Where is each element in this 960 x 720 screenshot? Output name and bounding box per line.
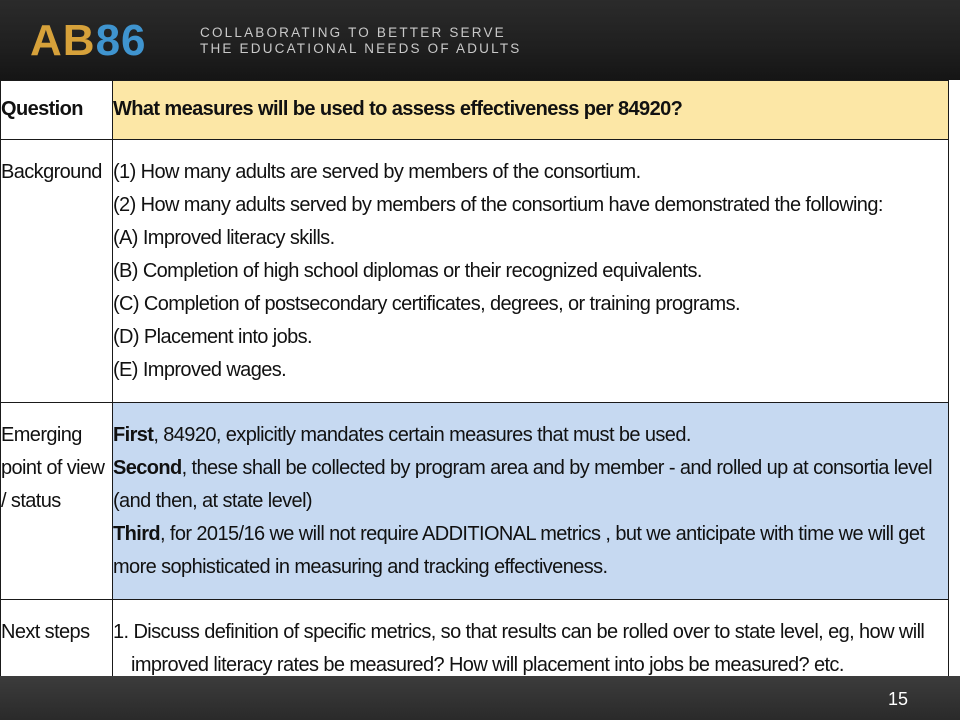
- table-row-background: [1, 140, 949, 403]
- emerging-third-lead: Third: [113, 523, 160, 545]
- emerging-first: [113, 419, 948, 452]
- next-steps-label: Next steps: [1, 621, 90, 643]
- list-item: [113, 616, 948, 682]
- table-row-emerging: [1, 403, 949, 600]
- background-line: (B) Completion of high school diplomas or their recognized equivalents.: [113, 260, 702, 282]
- emerging-body-cell: [113, 403, 949, 600]
- logo-86: 86: [95, 16, 147, 65]
- emerging-second: [113, 452, 948, 518]
- slide-header: [0, 0, 960, 80]
- emerging-label-cell: [1, 403, 113, 600]
- ab86-logo: [30, 16, 147, 66]
- question-text: What measures will be used to assess effectiveness per 84920?: [113, 98, 683, 120]
- background-line: (C) Completion of postsecondary certificates, degrees, or training programs.: [113, 293, 740, 315]
- logo-ab: AB: [30, 16, 96, 65]
- background-line: (1) How many adults are served by members of the consortium.: [113, 161, 641, 183]
- header-tagline: [200, 25, 522, 57]
- emerging-first-rest: , 84920, explicitly mandates certain measures that must be used.: [153, 424, 691, 446]
- emerging-text: [113, 403, 948, 584]
- list-item-text: Discuss definition of specific metrics, so that results can be rolled over to state level, eg, how will improved literacy rates be measured? How will placement into jobs be measured? etc.: [131, 621, 925, 676]
- tagline-line-2: THE EDUCATIONAL NEEDS OF ADULTS: [200, 41, 522, 56]
- page-number: 15: [887, 689, 908, 709]
- emerging-first-lead: First: [113, 424, 154, 446]
- background-label-cell: [1, 140, 113, 403]
- emerging-third: [113, 518, 948, 584]
- background-body-cell: [113, 140, 949, 403]
- emerging-second-lead: Second: [113, 457, 182, 479]
- background-label: Background: [1, 161, 102, 183]
- emerging-second-rest: , these shall be collected by program area and by member - and rolled up at consortia level (and then, at state level): [113, 457, 932, 512]
- background-line: (D) Placement into jobs.: [113, 326, 313, 348]
- content-table: [0, 80, 949, 689]
- question-label: Question: [1, 98, 83, 120]
- background-list: [113, 140, 948, 387]
- background-line: (A) Improved literacy skills.: [113, 227, 335, 249]
- list-item-number: 1.: [113, 621, 129, 643]
- background-line: (E) Improved wages.: [113, 359, 287, 381]
- emerging-third-rest: , for 2015/16 we will not require ADDITIONAL metrics , but we anticipate with time we will get more sophisticated in measuring and tracking effectiveness.: [113, 523, 925, 578]
- question-label-cell: [1, 81, 113, 140]
- tagline-line-1: COLLABORATING TO BETTER SERVE: [200, 25, 506, 40]
- table-row-question: [1, 81, 949, 140]
- background-line: (2) How many adults served by members of the consortium have demonstrated the following:: [113, 194, 883, 216]
- emerging-label: Emerging point of view / status: [1, 424, 105, 512]
- slide-footer: [0, 676, 960, 720]
- question-body-cell: [113, 81, 949, 140]
- next-steps-list: [113, 600, 948, 682]
